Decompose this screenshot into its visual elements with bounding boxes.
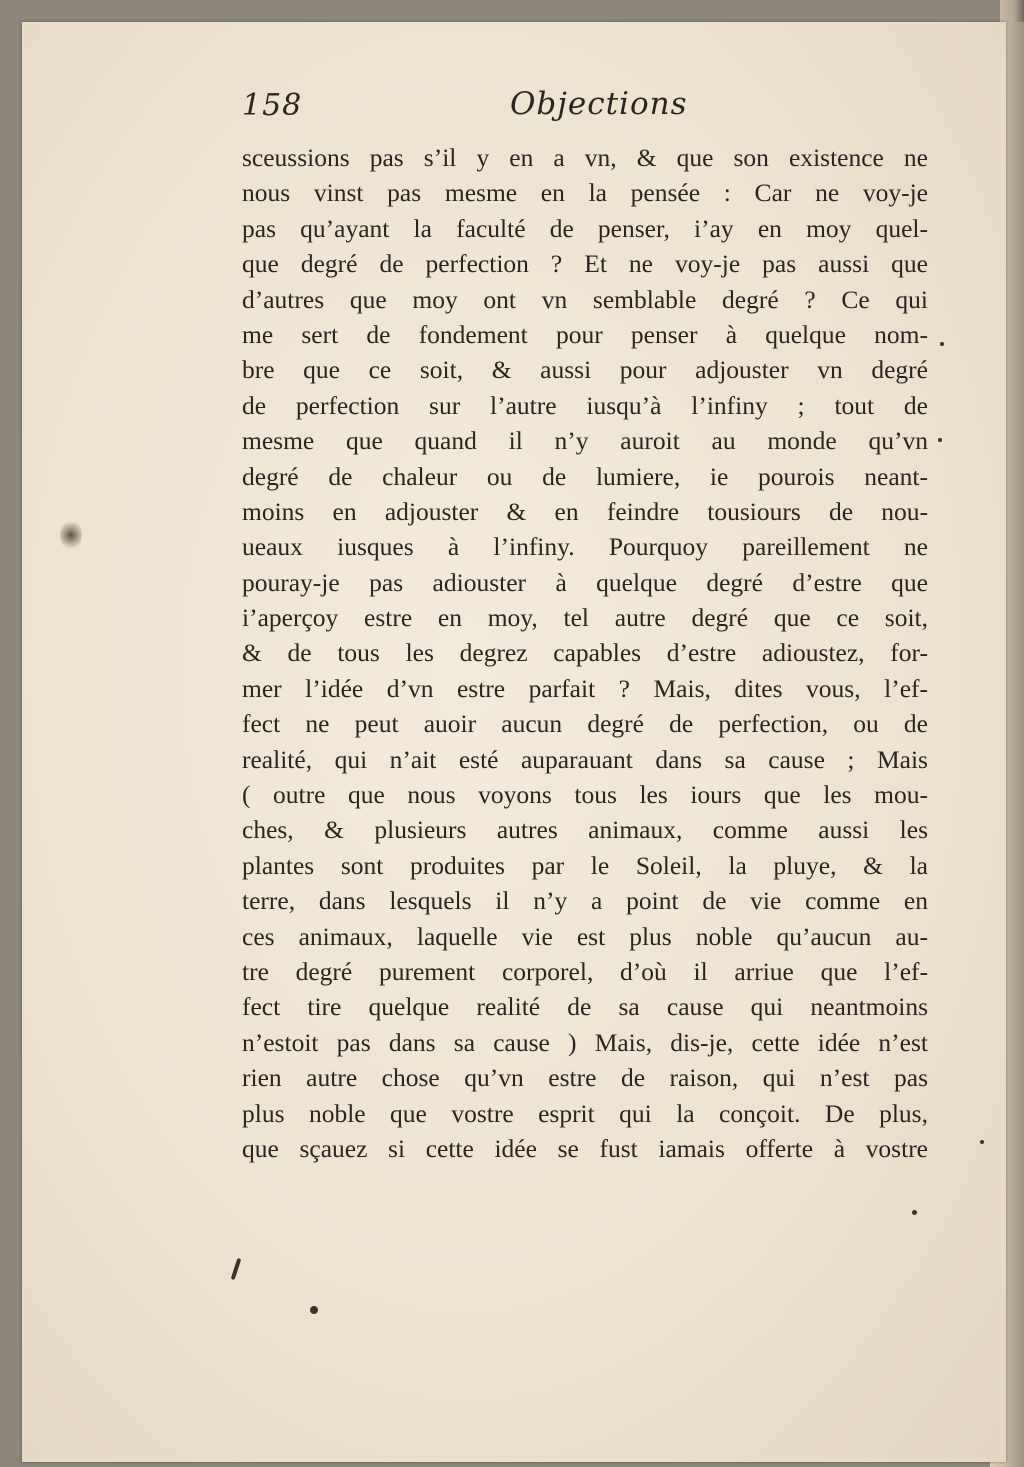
text-line: mesme que quand il n’y auroit au monde qu’vn <box>242 426 928 456</box>
ink-speck <box>310 1306 318 1314</box>
text-line: pas qu’ayant la faculté de penser, i’ay en moy quel- <box>242 213 928 243</box>
text-line: ches, & plusieurs autres animaux, comme aussi les <box>242 815 928 845</box>
text-line: moins en adjouster & en feindre tousiours de nou- <box>242 496 928 526</box>
ink-stain <box>60 520 82 550</box>
body-text <box>242 140 928 1166</box>
text-line: que degré de perfection ? Et ne voy-je pas aussi que <box>242 249 928 279</box>
ink-speck <box>938 438 942 442</box>
text-line: i’aperçoy estre en moy, tel autre degré que ce soit, <box>242 603 928 633</box>
text-line: ueaux iusques à l’infiny. Pourquoy pareillement ne <box>242 532 928 562</box>
text-line: degré de chaleur ou de lumiere, ie pourois neant- <box>242 461 928 491</box>
text-line: & de tous les degrez capables d’estre adioustez, for- <box>242 638 928 668</box>
text-line: realité, qui n’ait esté auparauant dans sa cause ; Mais <box>242 744 928 774</box>
text-line: rien autre chose qu’vn estre de raison, qui n’est pas <box>242 1063 928 1093</box>
text-line: fect ne peut auoir aucun degré de perfection, ou de <box>242 709 928 739</box>
text-line: sceussions pas s’il y en a vn, & que son existence ne <box>242 143 928 172</box>
text-line: me sert de fondement pour penser à quelque nom- <box>242 319 928 349</box>
text-line: terre, dans lesquels il n’y a point de vie comme en <box>242 886 928 916</box>
text-line: fect tire quelque realité de sa cause qui neantmoins <box>242 992 928 1022</box>
text-line: mer l’idée d’vn estre parfait ? Mais, dites vous, l’ef- <box>242 673 928 703</box>
running-head: Objections <box>510 86 688 122</box>
text-line: bre que ce soit, & aussi pour adjouster vn degré <box>242 355 928 385</box>
text-line: plus noble que vostre esprit qui la conçoit. De plus, <box>242 1098 928 1128</box>
text-line: nous vinst pas mesme en la pensée : Car ne voy-je <box>242 178 928 208</box>
ink-speck <box>912 1210 917 1215</box>
text-line: n’estoit pas dans sa cause ) Mais, dis-je, cette idée n’est <box>242 1027 928 1057</box>
text-line: plantes sont produites par le Soleil, la pluye, & la <box>242 850 928 880</box>
text-line: tre degré purement corporel, d’où il arriue que l’ef- <box>242 956 928 986</box>
text-line: de perfection sur l’autre iusqu’à l’infiny ; tout de <box>242 390 928 420</box>
ink-speck <box>940 342 944 346</box>
text-line: que sçauez si cette idée se fust iamais offerte à vostre <box>242 1133 928 1163</box>
page-number: 158 <box>242 88 303 123</box>
text-line: ( outre que nous voyons tous les iours que les mou- <box>242 780 928 810</box>
text-line: d’autres que moy ont vn semblable degré ? Ce qui <box>242 284 928 314</box>
text-line: pouray-je pas adiouster à quelque degré d’estre que <box>242 567 928 597</box>
text-line: ces animaux, laquelle vie est plus noble qu’aucun au- <box>242 921 928 951</box>
ink-speck <box>980 1140 984 1144</box>
